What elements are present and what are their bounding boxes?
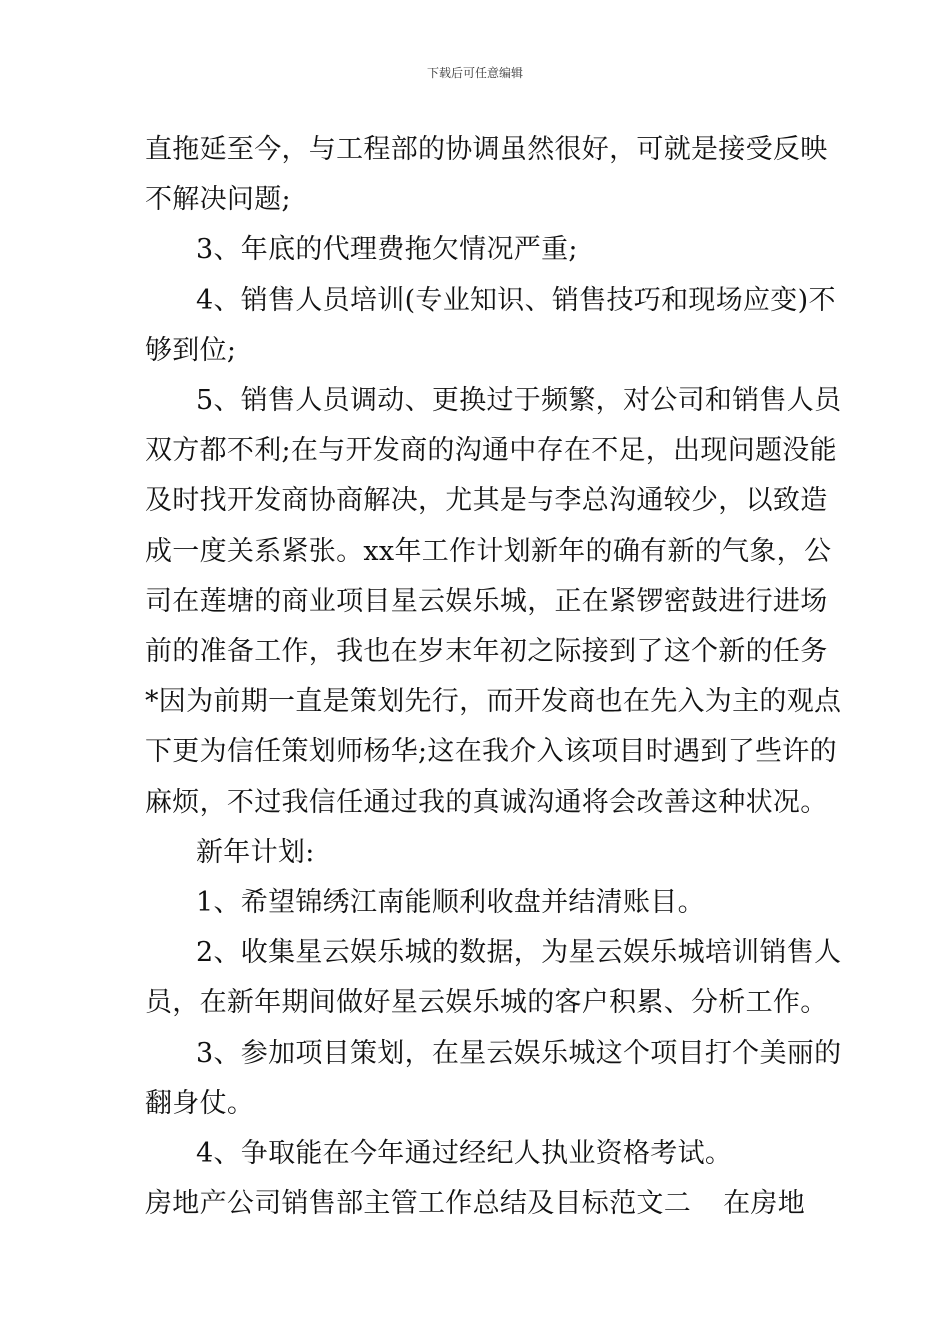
text-line: 直拖延至今，与工程部的协调虽然很好，可就是接受反映 (145, 134, 828, 165)
text-line: 3、年底的代理费拖欠情况严重; (196, 234, 578, 265)
text-line: 新年计划: (196, 837, 315, 868)
section-title: 房地产公司销售部主管工作总结及目标范文二 (145, 1188, 691, 1219)
text-line: 3、参加项目策划，在星云娱乐城这个项目打个美丽的 (196, 1038, 842, 1069)
text-line: 前的准备工作，我也在岁末年初之际接到了这个新的任务 (145, 636, 828, 667)
page-header-note: 下载后可任意编辑 (426, 66, 523, 80)
text-line: 1、希望锦绣江南能顺利收盘并结清账目。 (196, 887, 705, 918)
text-line: 4、争取能在今年通过经纪人执业资格考试。 (196, 1138, 733, 1169)
text-line: 5、销售人员调动、更换过于频繁，对公司和销售人员 (196, 385, 842, 416)
text-line: 4、销售人员培训(专业知识、销售技巧和现场应变)不 (196, 285, 836, 316)
section-heading-line (145, 1187, 805, 1221)
text-line: 成一度关系紧张。xx年工作计划新年的确有新的气象，公 (145, 536, 832, 567)
text-line: 够到位; (145, 335, 237, 366)
section-continuation: 在房地 (723, 1188, 805, 1219)
text-line: 不解决问题; (145, 184, 291, 215)
text-line: 员，在新年期间做好星云娱乐城的客户积累、分析工作。 (145, 987, 828, 1018)
text-line: 麻烦，不过我信任通过我的真诚沟通将会改善这种状况。 (145, 787, 828, 818)
text-line: 下更为信任策划师杨华;这在我介入该项目时遇到了些许的 (145, 736, 837, 767)
text-line: *因为前期一直是策划先行，而开发商也在先入为主的观点 (145, 686, 842, 717)
text-line: 司在莲塘的商业项目星云娱乐城，正在紧锣密鼓进行进场 (145, 586, 828, 617)
text-line: 及时找开发商协商解决，尤其是与李总沟通较少，以致造 (145, 485, 828, 516)
text-line: 翻身仗。 (145, 1088, 255, 1119)
text-line: 2、收集星云娱乐城的数据，为星云娱乐城培训销售人 (196, 937, 842, 968)
text-line: 双方都不利;在与开发商的沟通中存在不足，出现问题没能 (145, 435, 837, 466)
